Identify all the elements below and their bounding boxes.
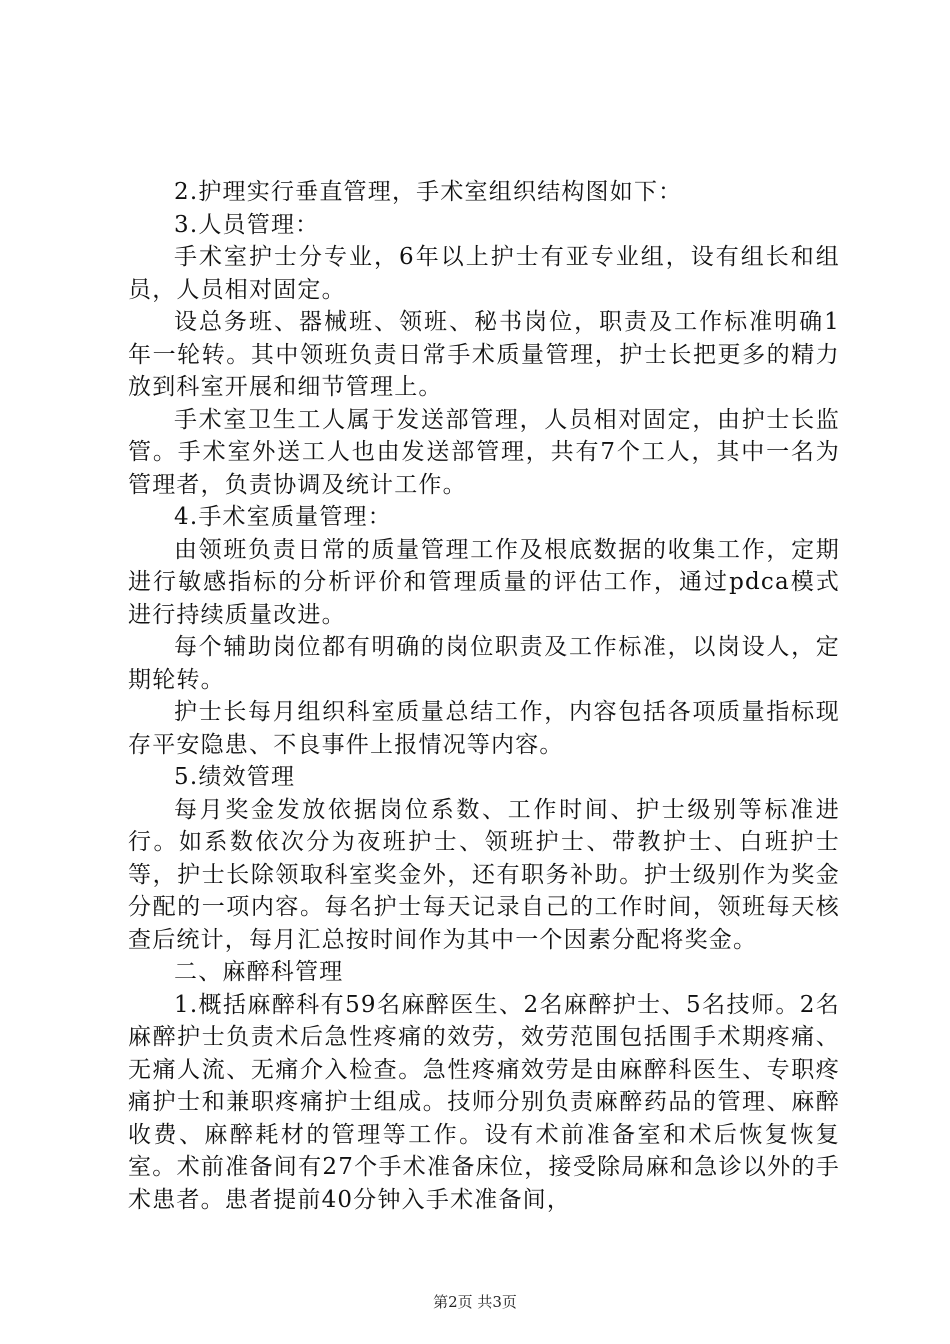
paragraph-shift-posts: 设总务班、器械班、领班、秘书岗位，职责及工作标准明确1年一轮转。其中领班负责日常手术质量管理，护士长把更多的精力放到科室开展和细节管理上。 xyxy=(128,309,840,400)
paragraph-heading-staff-management: 3.人员管理： xyxy=(174,211,320,238)
paragraph-anesthesia-overview: 1.概括麻醉科有59名麻醉医生、2名麻醉护士、5名技师。2名麻醉护士负责术后急性疼痛的效劳，效劳范围包括围手术期疼痛、无痛人流、无痛介入检查。急性疼痛效劳是由麻醉科医生、专职疼痛护士和兼职疼痛护士组成。技师分别负责麻醉药品的管理、麻醉收费、麻醉耗材的管理等工作。设有术前准备室和术后恢复恢复室。术前准备间有27个手术准备床位，接受除局麻和急诊以外的手术患者。患者提前40分钟入手术准备间， xyxy=(128,991,840,1213)
paragraph-heading-vertical-management: 2.护理实行垂直管理，手术室组织结构图如下： xyxy=(174,179,683,205)
page-number: 第2页 共3页 xyxy=(433,1293,517,1311)
paragraph-heading-performance: 5.绩效管理 xyxy=(174,764,296,790)
paragraph-sanitation-workers: 手术室卫生工人属于发送部管理，人员相对固定，由护士长监管。手术室外送工人也由发送部管理，共有7个工人，其中一名为管理者，负责协调及统计工作。 xyxy=(128,406,840,498)
paragraph-auxiliary-posts: 每个辅助岗位都有明确的岗位职责及工作标准，以岗设人，定期轮转。 xyxy=(128,634,840,693)
document-body xyxy=(128,176,840,1216)
paragraph-nurse-specialty: 手术室护士分专业，6年以上护士有亚专业组，设有组长和组员，人员相对固定。 xyxy=(128,244,840,303)
paragraph-heading-quality-management: 4.手术室质量管理： xyxy=(174,504,392,530)
paragraph-heading-anesthesia: 二、麻醉科管理 xyxy=(174,959,344,985)
paragraph-monthly-summary: 护士长每月组织科室质量总结工作，内容包括各项质量指标现存平安隐患、不良事件上报情况等内容。 xyxy=(128,699,840,758)
paragraph-bonus-distribution: 每月奖金发放依据岗位系数、工作时间、护士级别等标准进行。如系数依次分为夜班护士、领班护士、带教护士、白班护士等，护士长除领取科室奖金外，还有职务补助。护士级别作为奖金分配的一项内容。每名护士每天记录自己的工作时间，领班每天核查后统计，每月汇总按时间作为其中一个因素分配将奖金。 xyxy=(128,796,840,953)
paragraph-quality-data: 由领班负责日常的质量管理工作及根底数据的收集工作，定期进行敏感指标的分析评价和管理质量的评估工作，通过pdca模式进行持续质量改进。 xyxy=(128,536,840,628)
